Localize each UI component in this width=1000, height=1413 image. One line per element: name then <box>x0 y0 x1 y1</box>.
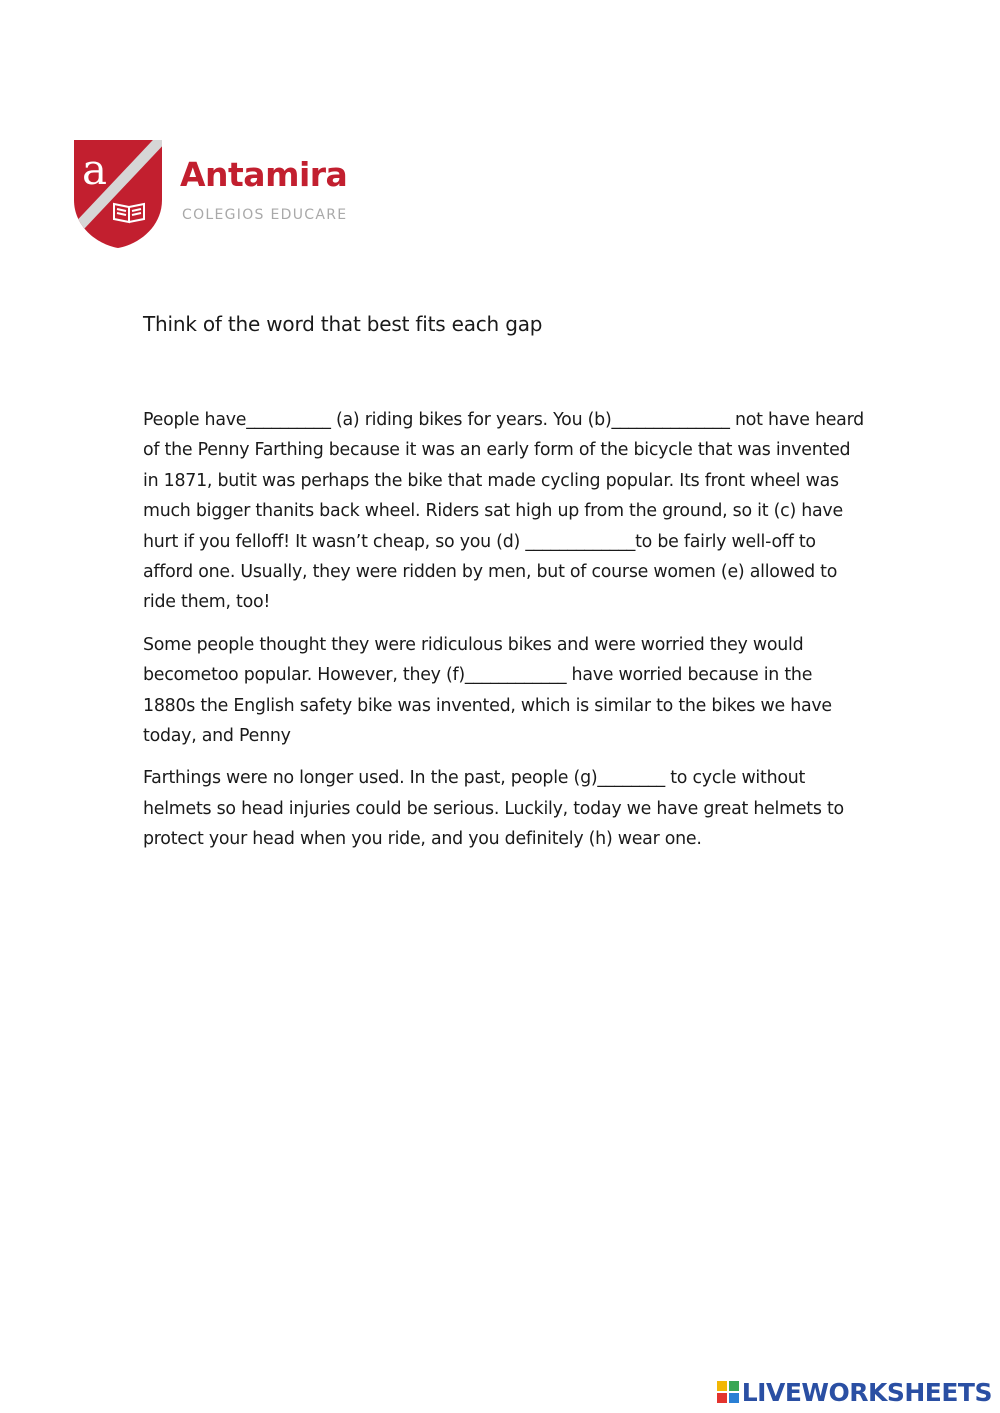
exercise-text <box>143 405 868 867</box>
paragraph-1: People have__________ (a) riding bikes for years. You (b)______________ not have heard of the Penny Farthing because it was an early form of the bicycle that was invented in 1871, butit was perhaps the bike that made cycling popular. Its front wheel was much bigger thanits back wheel. Riders sat high up from the ground, so it (c) have hurt if you felloff! It wasn’t cheap, so you (d) _____________to be fairly well-off to afford one. Usually, they were ridden by men, but of course women (e) allowed to ride them, too! <box>143 410 864 613</box>
liveworksheets-watermark <box>716 1377 992 1407</box>
liveworksheets-icon <box>716 1380 740 1404</box>
brand-subtitle: COLEGIOS EDUCARE <box>182 207 348 223</box>
school-logo <box>72 138 372 253</box>
paragraph-2: Some people thought they were ridiculous bikes and were worried they would becometoo popular. However, they (f)____________ have worried because in the 1880s the English safety bike was invented, which is similar to the bikes we have today, and Penny <box>143 634 832 747</box>
shield-logo-icon <box>72 138 164 250</box>
watermark-text: LIVEWORKSHEETS <box>741 1377 992 1407</box>
brand-name: Antamira <box>180 155 348 194</box>
instruction-heading: Think of the word that best fits each gap <box>143 312 543 336</box>
paragraph-3: Farthings were no longer used. In the past, people (g)________ to cycle without helmets so head injuries could be serious. Luckily, today we have great helmets to protect your head when you ride, and you definitely (h) wear one. <box>143 768 844 850</box>
logo-letter: a <box>82 145 108 194</box>
